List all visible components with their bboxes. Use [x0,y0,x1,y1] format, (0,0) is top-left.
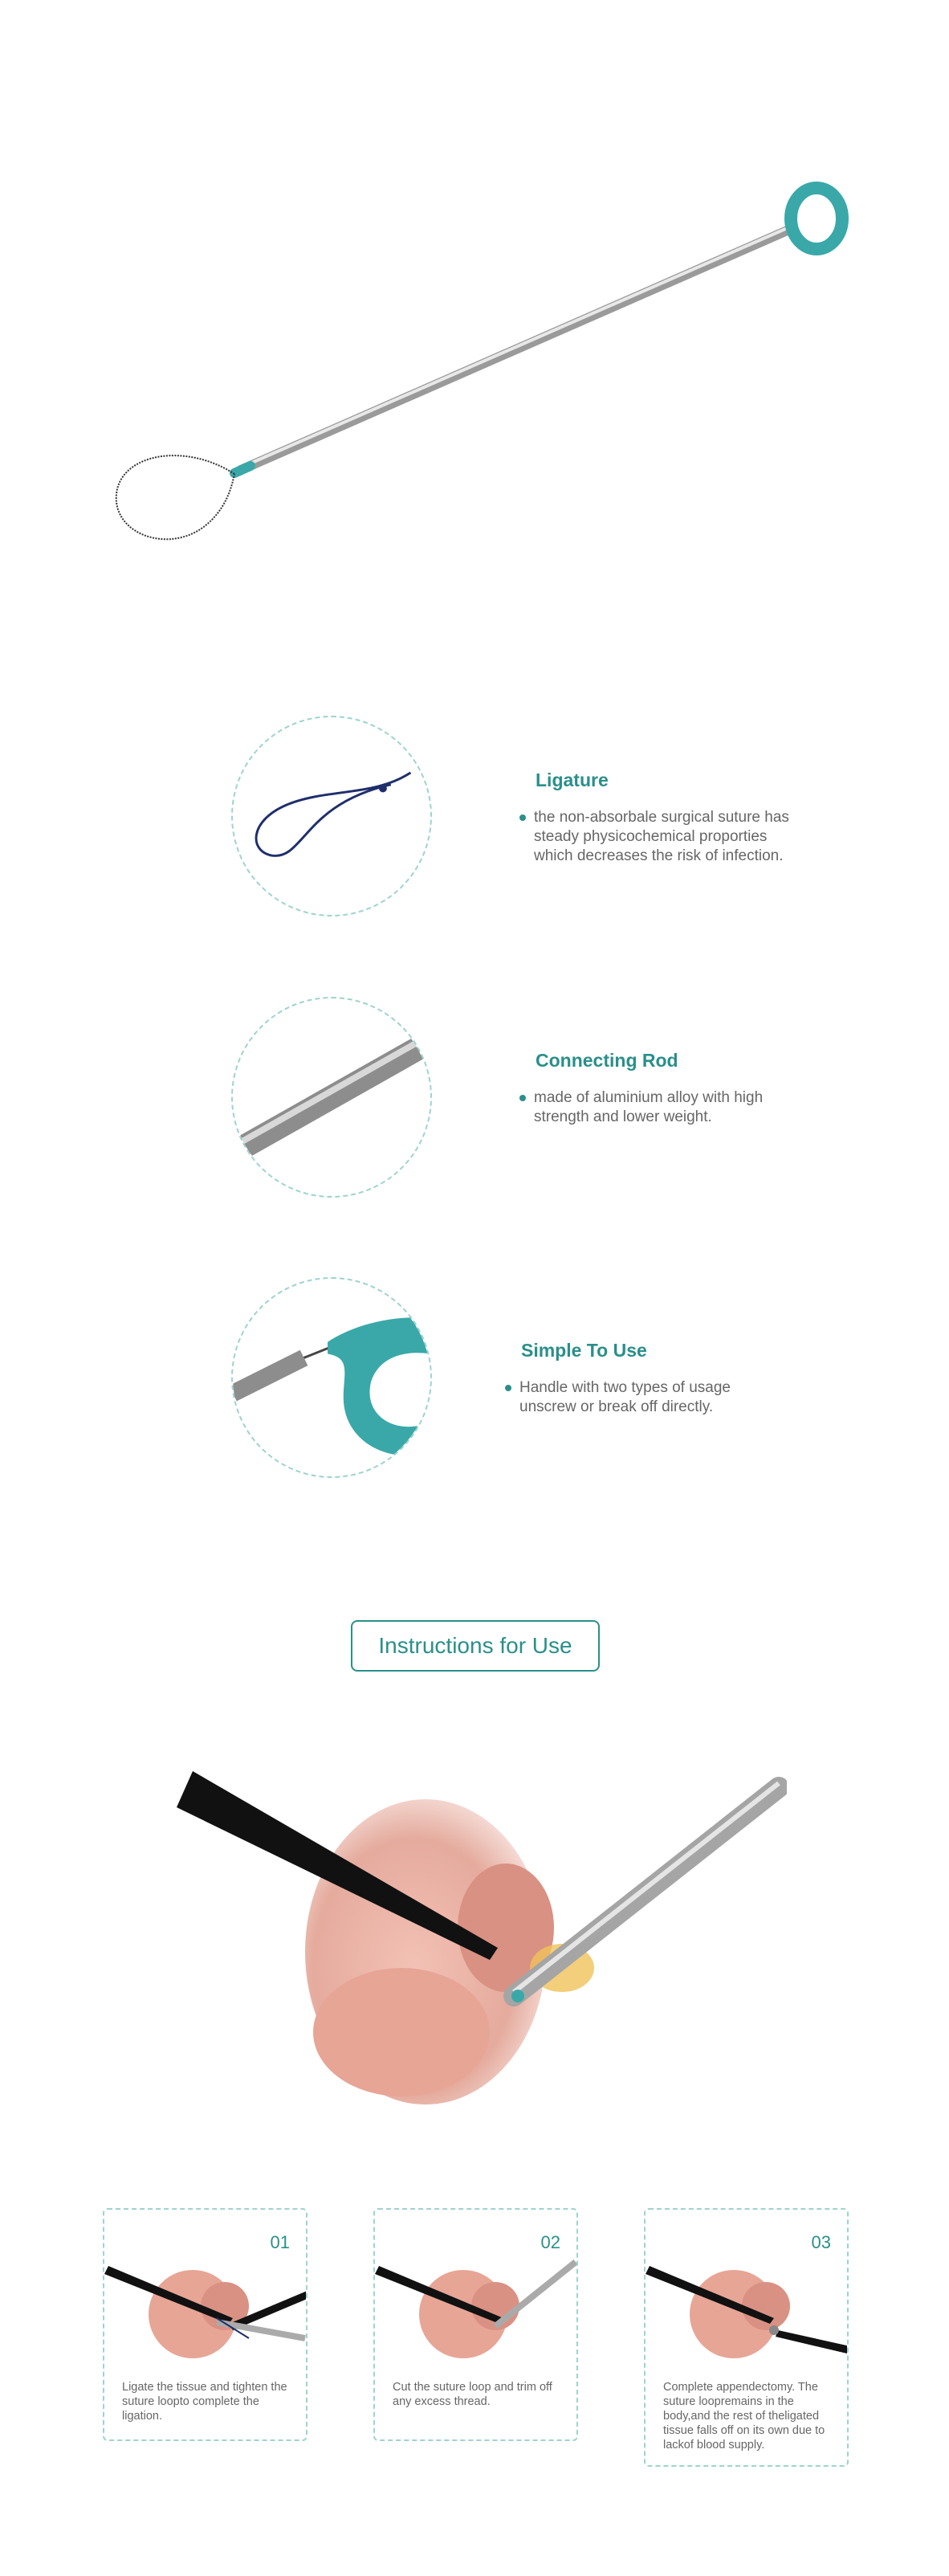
instructions-heading: Instructions for Use [351,1620,600,1672]
bullet-icon [519,1095,526,1101]
step-description: Ligate the tissue and tighten the suture loopto complete the ligation. [122,2381,287,2423]
connecting-rod-image [231,997,432,1198]
product-hero-image [0,0,949,610]
procedure-illustration [161,1767,787,2121]
step-illustration [104,2242,308,2370]
step-number: 03 [811,2232,831,2252]
feature-text-ligature-content: the non-absorbale surgical suture has steady physicochemical proporties which decreases the risk of infection. [534,809,789,864]
feature-text-ligature [534,808,791,866]
feature-text-simple-to-use [519,1378,776,1417]
step-description: Cut the suture loop and trim off any excess thread. [393,2381,552,2408]
feature-text-connecting-rod-content: made of aluminium alloy with high strength and lower weight. [534,1089,764,1125]
bullet-icon [505,1385,511,1391]
ligature-image [231,716,432,917]
bullet-icon [519,814,526,821]
step-card-01 [103,2208,308,2441]
step-number: 01 [270,2232,290,2252]
feature-text-connecting-rod [534,1088,791,1127]
feature-title-connecting-rod: Connecting Rod [536,1050,678,1071]
feature-title-ligature: Ligature [536,770,609,790]
step-card-03 [644,2208,849,2467]
step-description: Complete appendectomy. The suture loopremains in the body,and the rest of theligated tissue falls off on its own due to lackof blood supply. [663,2381,825,2451]
step-card-02 [373,2208,578,2441]
step-illustration [375,2242,578,2370]
step-number: 02 [540,2232,560,2252]
feature-text-simple-to-use-content: Handle with two types of usage unscrew or break off directly. [519,1379,731,1415]
feature-title-simple-to-use: Simple To Use [521,1340,647,1361]
step-illustration [646,2242,849,2370]
handle-image [231,1277,432,1478]
